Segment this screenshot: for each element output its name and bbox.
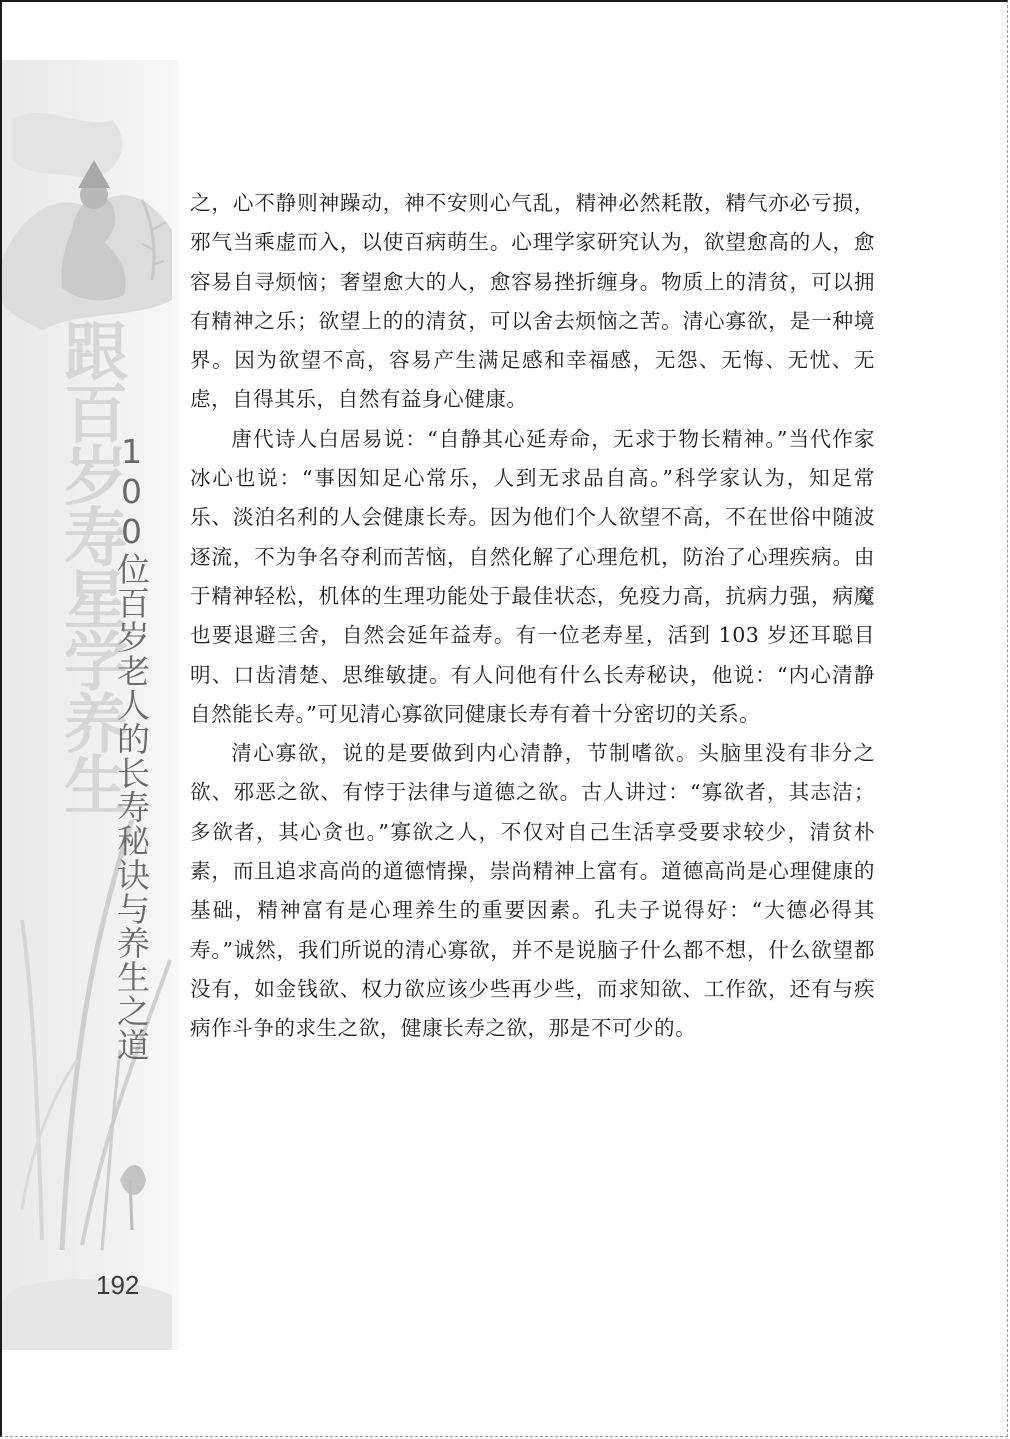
paragraph: 清心寡欲，说的是要做到内心清静，节制嗜欲。头脑里没有非分之欲、邪恶之欲、有悖于法律与道德之欲。古人讲过：“寡欲者，其志洁；多欲者，其心贪也。”寡欲之人，不仅对自己生活享受要求较少，清贫朴素，而且追求高尚的道德情操，崇尚精神上富有。道德高尚是心理健康的基础，精神富有是心理养生的重要因素。孔夫子说得好：“大德必得其寿。”诚然，我们所说的清心寡欲，并不是说脑子什么都不想，什么欲望都没有，如金钱欲、权力欲应该少些再少些，而求知欲、工作欲，还有与疾病作斗争的求生之欲，健康长寿之欲，那是不可少的。 [190, 741, 875, 1041]
paragraph: 之，心不静则神躁动，神不安则心气乱，精神必然耗散，精气亦必亏损，邪气当乘虚而入，以使百病萌生。心理学家研究认为，欲望愈高的人，愈容易自寻烦恼；奢望愈大的人，愈容易挫折缠身。物质上的清贫，可以拥有精神之乐；欲望上的的清贫，可以舍去烦恼之苦。清心寡欲，是一种境界。因为欲望不高，容易产生满足感和幸福感，无怨、无悔、无忧、无虑，自得其乐，自然有益身心健康。 [190, 191, 875, 412]
grass-base [2, 1279, 172, 1350]
book-title: 跟百岁寿星学养生 [53, 318, 127, 814]
body-text [190, 184, 875, 1049]
flower-bud [120, 1165, 146, 1195]
page-number: 192 [96, 1270, 140, 1300]
rock-shape [12, 113, 122, 180]
flower-bud [130, 1180, 132, 1230]
paragraph: 唐代诗人白居易说：“自静其心延寿命，无求于物长精神。”当代作家冰心也说：“事因知足心常乐，人到无求品自高。”科学家认为，知足常乐、淡泊名利的人会健康长寿。因为他们个人欲望不高，不在世俗中随波逐流，不为争名夺利而苦恼，自然化解了心理危机，防治了心理疾病。由于精神轻松，机体的生理功能处于最佳状态，免疫力高，抗病力强，病魔也要退避三舍，自然会延年益寿。有一位老寿星，活到 103 岁还耳聪目明、口齿清楚、思维敏捷。有人问他有什么长寿秘诀，他说：“内心清静自然能长寿。”可见清心寡欲同健康长寿有着十分密切的关系。 [190, 426, 875, 726]
book-subtitle: 100位百岁老人的长寿秘诀与养生之道 [112, 432, 151, 1062]
